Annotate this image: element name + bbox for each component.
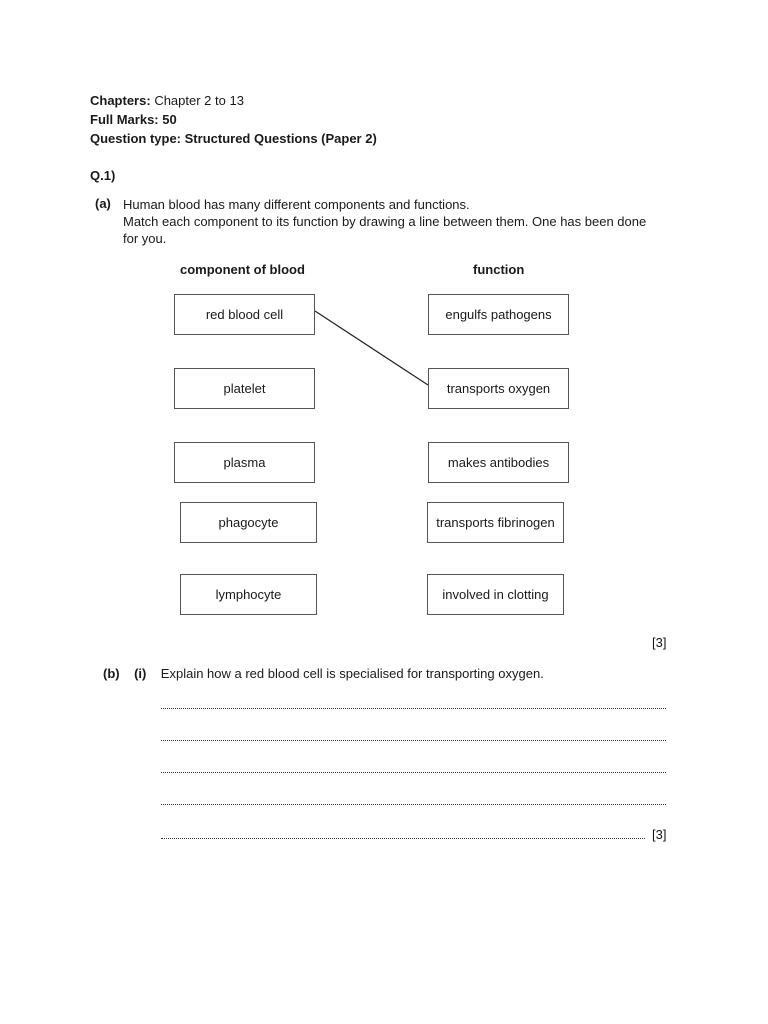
part-a-marks: [3] <box>652 635 667 650</box>
function-box-transports-fibrinogen[interactable]: transports fibrinogen <box>427 502 564 543</box>
component-box-red-blood-cell[interactable]: red blood cell <box>174 294 315 335</box>
part-b-question <box>103 666 544 681</box>
function-box-involved-in-clotting[interactable]: involved in clotting <box>427 574 564 615</box>
answer-line[interactable] <box>161 804 666 805</box>
answer-line[interactable] <box>161 708 666 709</box>
question-number: Q.1) <box>90 168 116 183</box>
answer-line[interactable] <box>161 740 666 741</box>
component-box-plasma[interactable]: plasma <box>174 442 315 483</box>
instruction-line-2: Match each component to its function by drawing a line between them. One has been done <box>123 214 647 229</box>
part-a-label: (a) <box>95 196 111 211</box>
chapters-label: Chapters: <box>90 93 151 108</box>
column-header-component: component of blood <box>180 262 305 277</box>
full-marks-label: Full Marks: <box>90 112 159 127</box>
component-box-platelet[interactable]: platelet <box>174 368 315 409</box>
instruction-line-3: for you. <box>123 231 167 246</box>
example-match-line <box>315 311 428 385</box>
component-box-phagocyte[interactable]: phagocyte <box>180 502 317 543</box>
instruction-line-1: Human blood has many different components and functions. <box>123 197 470 212</box>
column-header-function: function <box>473 262 525 277</box>
function-box-makes-antibodies[interactable]: makes antibodies <box>428 442 569 483</box>
answer-line[interactable] <box>161 838 645 839</box>
chapters-value: Chapter 2 to 13 <box>154 93 244 108</box>
question-type-label: Question type: <box>90 131 182 146</box>
answer-line[interactable] <box>161 772 666 773</box>
part-b-label: (b) <box>103 666 120 681</box>
part-b-marks: [3] <box>652 827 667 842</box>
part-b-sub-label: (i) <box>134 666 147 681</box>
component-box-lymphocyte[interactable]: lymphocyte <box>180 574 317 615</box>
function-box-engulfs-pathogens[interactable]: engulfs pathogens <box>428 294 569 335</box>
function-box-transports-oxygen[interactable]: transports oxygen <box>428 368 569 409</box>
full-marks-value: 50 <box>162 112 177 127</box>
question-type-value: Structured Questions (Paper 2) <box>184 131 377 146</box>
part-b-text: Explain how a red blood cell is specialised for transporting oxygen. <box>160 666 544 681</box>
